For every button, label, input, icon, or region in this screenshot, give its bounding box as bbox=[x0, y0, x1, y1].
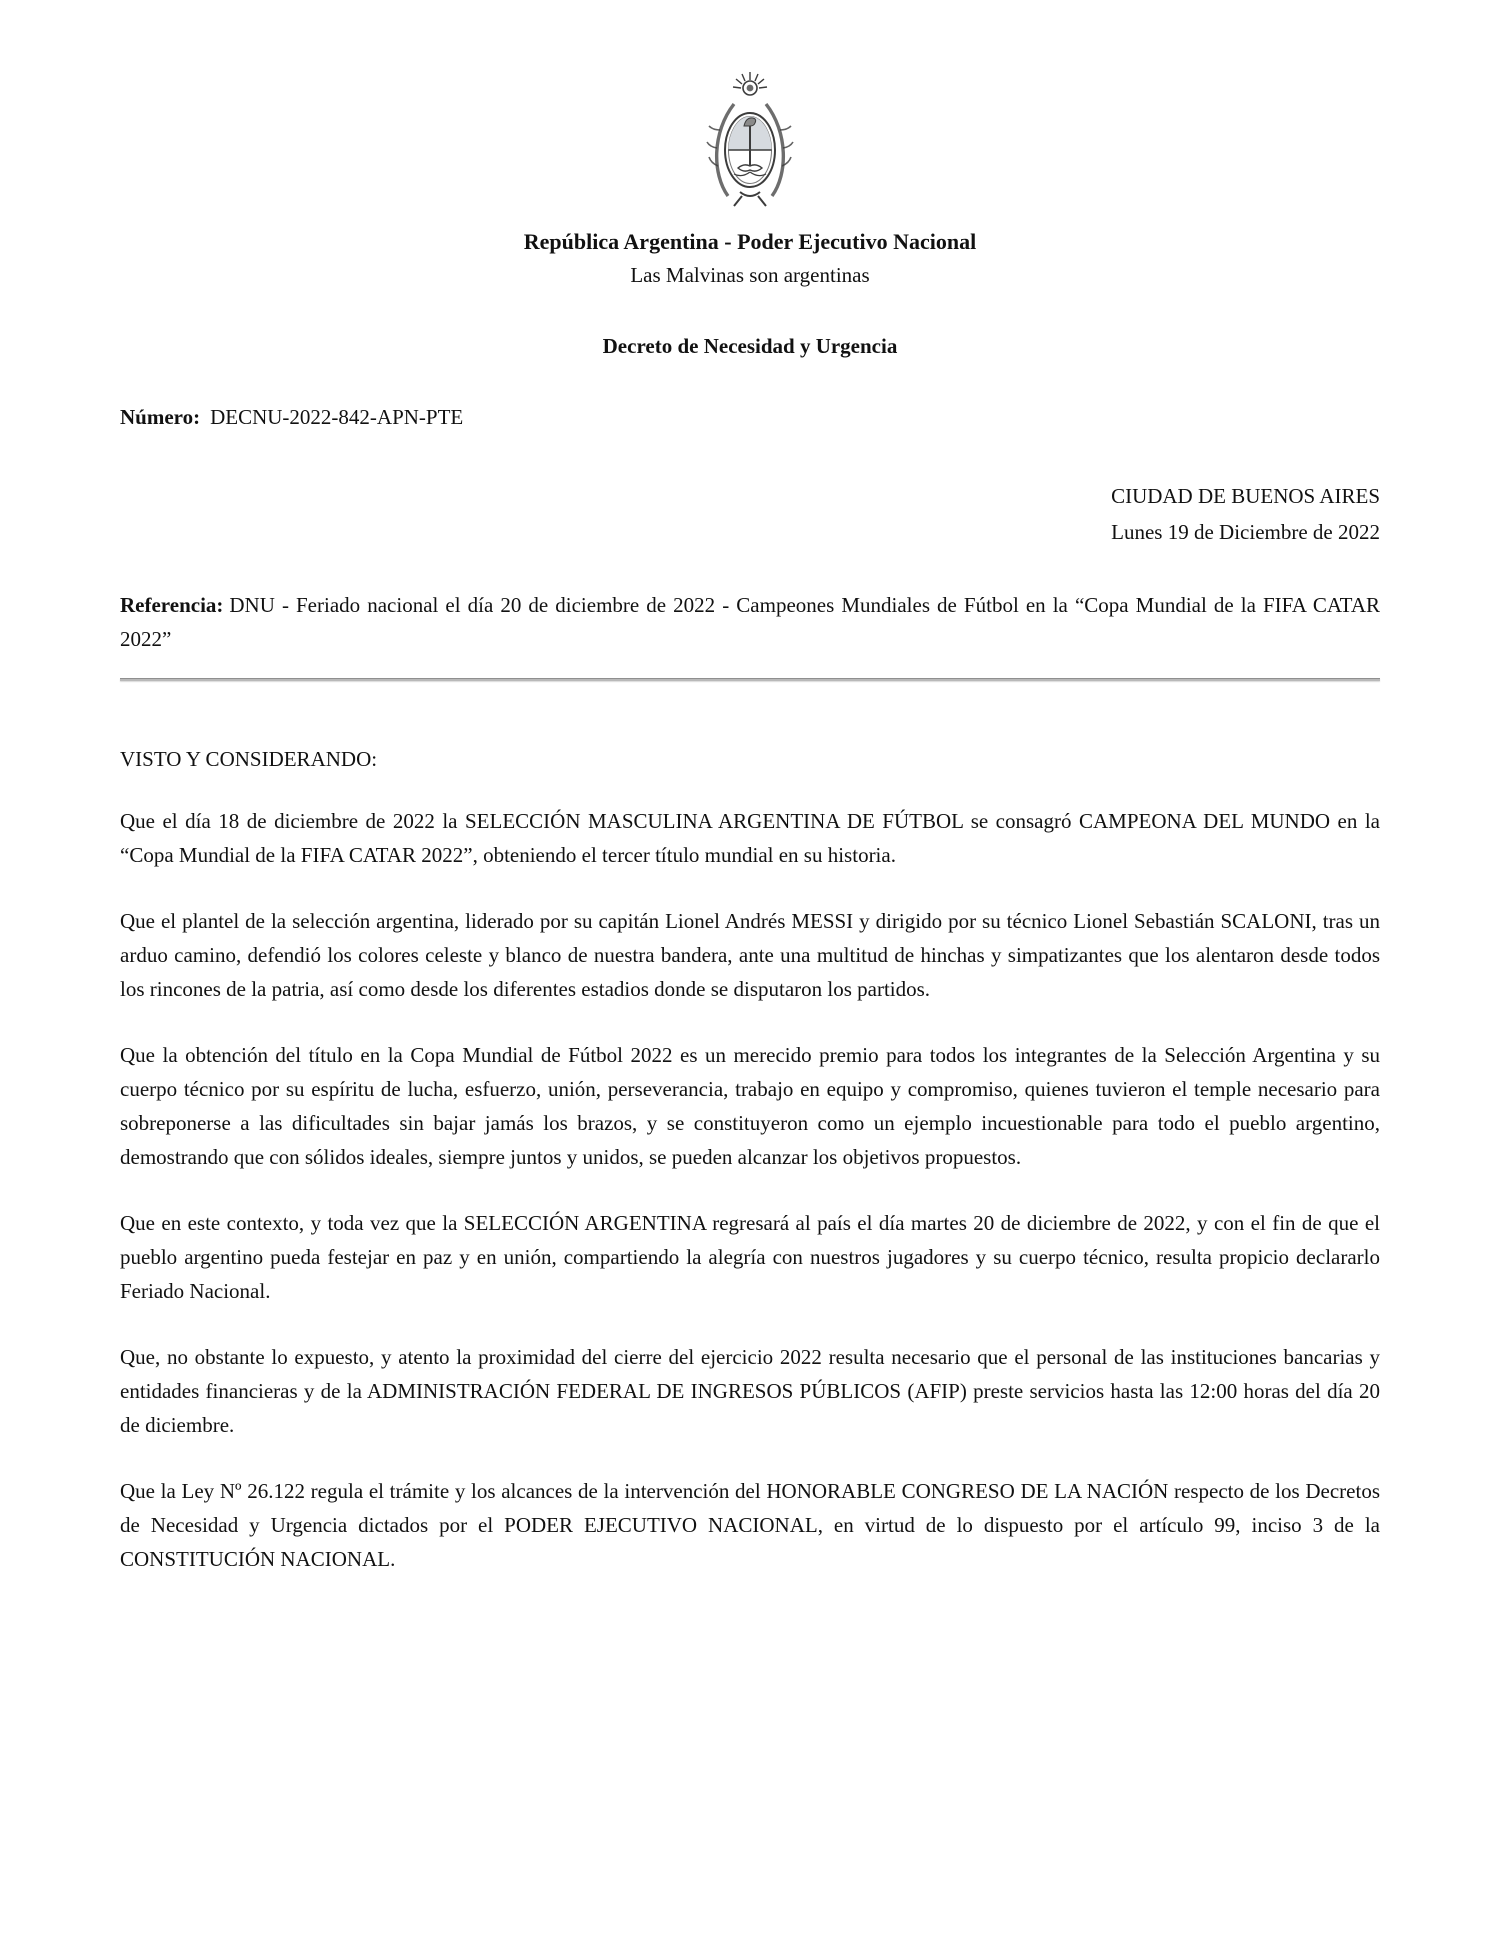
referencia-line bbox=[120, 588, 1380, 656]
org-title: República Argentina - Poder Ejecutivo Nacional bbox=[523, 229, 977, 254]
doc-type-title: Decreto de Necesidad y Urgencia bbox=[602, 334, 898, 358]
place-date-block bbox=[120, 478, 1380, 550]
city-line: CIUDAD DE BUENOS AIRES bbox=[1111, 484, 1380, 508]
paragraph: Que la Ley Nº 26.122 regula el trámite y los alcances de la intervención del HONORABLE CONGRESO DE LA NACIÓN respecto de los Decretos de Necesidad y Urgencia dictados por el PODER EJECUTIVO NACIONAL, en virtud de lo dispuesto por el artículo 99, inciso 3 de la CONSTITUCIÓN NACIONAL. bbox=[120, 1479, 1380, 1571]
referencia-text: DNU - Feriado nacional el día 20 de diciembre de 2022 - Campeones Mundiales de Fútbol en la “Copa Mundial de la FIFA CATAR 2022” bbox=[120, 593, 1380, 651]
numero-label: Número: bbox=[120, 405, 201, 429]
numero-value: DECNU-2022-842-APN-PTE bbox=[210, 405, 464, 429]
date-line: Lunes 19 de Diciembre de 2022 bbox=[1111, 520, 1380, 544]
referencia-label: Referencia: bbox=[120, 593, 224, 617]
coat-of-arms-container bbox=[120, 0, 1380, 215]
visto-heading: VISTO Y CONSIDERANDO: bbox=[120, 747, 378, 771]
numero-line bbox=[120, 405, 1380, 430]
motto-line: Las Malvinas son argentinas bbox=[630, 263, 870, 287]
paragraph: Que el plantel de la selección argentina, liderado por su capitán Lionel Andrés MESSI y dirigido por su técnico Lionel Sebastián SCALONI, tras un arduo camino, defendió los colores celeste y blanco de nuestra bandera, ante una multitud de hinchas y simpatizantes que los alentaron desde todos los rincones de la patria, así como desde los diferentes estadios donde se disputaron los partidos. bbox=[120, 909, 1380, 1001]
paragraph: Que, no obstante lo expuesto, y atento la proximidad del cierre del ejercicio 2022 resulta necesario que el personal de las instituciones bancarias y entidades financieras y de la ADMINISTRACIÓN FEDERAL DE INGRESOS PÚBLICOS (AFIP) preste servicios hasta las 12:00 horas del día 20 de diciembre. bbox=[120, 1345, 1380, 1437]
paragraph: Que la obtención del título en la Copa Mundial de Fútbol 2022 es un merecido premio para todos los integrantes de la Selección Argentina y su cuerpo técnico por su espíritu de lucha, esfuerzo, unión, perseverancia, trabajo en equipo y compromiso, quienes tuvieron el temple necesario para sobreponerse a las dificultades sin bajar jamás los brazos, y se constituyeron como un ejemplo incuestionable para todo el pueblo argentino, demostrando que con sólidos ideales, siempre juntos y unidos, se pueden alcanzar los objetivos propuestos. bbox=[120, 1043, 1380, 1169]
argentina-coat-of-arms-icon bbox=[704, 70, 796, 215]
section-divider bbox=[120, 678, 1380, 681]
paragraph: Que en este contexto, y toda vez que la SELECCIÓN ARGENTINA regresará al país el día martes 20 de diciembre de 2022, y con el fin de que el pueblo argentino pueda festejar en paz y en unión, compartiendo la alegría con nuestros jugadores y su cuerpo técnico, resulta propicio declararlo Feriado Nacional. bbox=[120, 1211, 1380, 1303]
paragraph: Que el día 18 de diciembre de 2022 la SELECCIÓN MASCULINA ARGENTINA DE FÚTBOL se consagró CAMPEONA DEL MUNDO en la “Copa Mundial de la FIFA CATAR 2022”, obteniendo el tercer título mundial en su historia. bbox=[120, 809, 1380, 867]
